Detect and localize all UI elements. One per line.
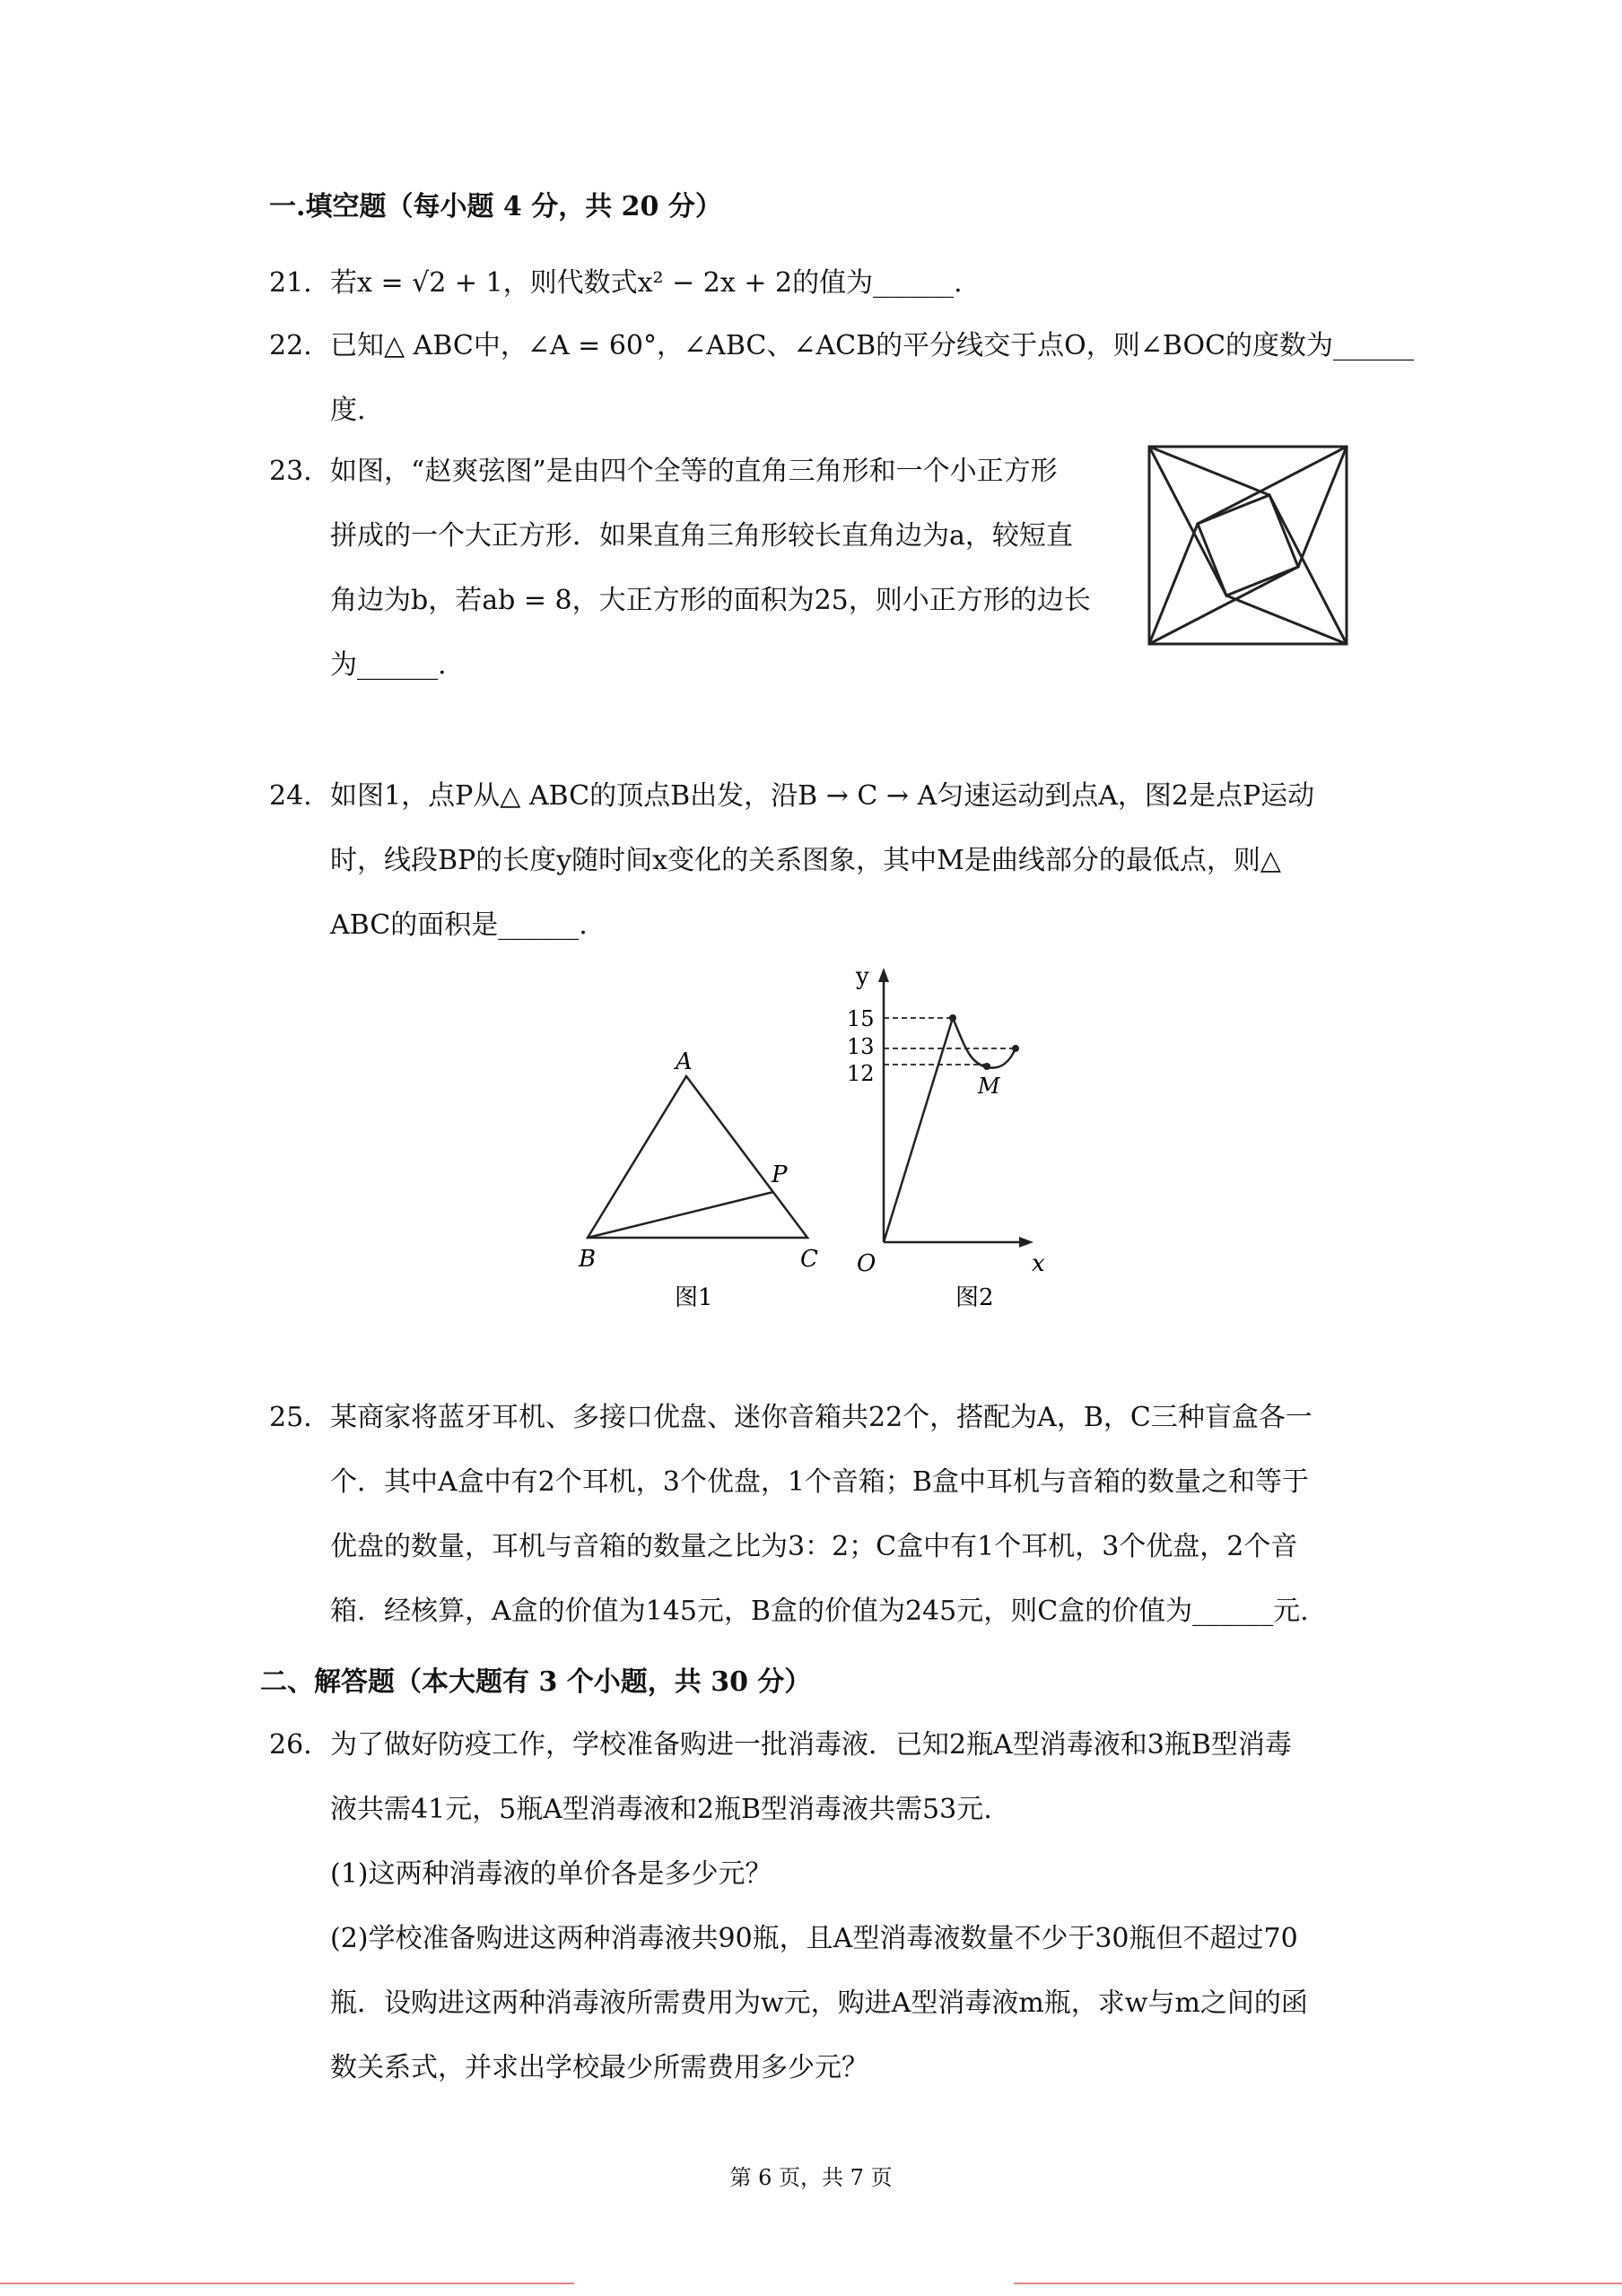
curve-segment: [953, 1018, 1016, 1068]
question-text: 箱．经核算，A盒的价值为145元，B盒的价值为245元，则C盒的价值为______元.: [330, 1596, 1309, 1627]
label-a: A: [676, 1048, 693, 1075]
question-part-2: 瓶．设购进这两种消毒液所需费用为w元，购进A型消毒液m瓶，求w与m之间的函: [330, 1987, 1308, 2019]
label-y: y: [856, 963, 869, 990]
small-square: [1198, 495, 1298, 596]
question-text: 如图，“赵爽弦图”是由四个全等的直角三角形和一个小正方形: [330, 456, 1058, 487]
question-part-2: (2)学校准备购进这两种消毒液共90瓶，且A型消毒液数量不少于30瓶但不超过70: [330, 1923, 1298, 1954]
label-c: C: [800, 1246, 818, 1273]
question-26: [269, 1713, 1373, 2100]
triangle-abc: [588, 1076, 807, 1238]
segment-bp: [588, 1192, 773, 1238]
question-22: [269, 314, 1415, 443]
point-m: [983, 1063, 990, 1070]
figure-2-graph: [843, 955, 1068, 1327]
figure-caption: 图2: [955, 1284, 994, 1311]
question-number: 22.: [269, 330, 312, 361]
triangle-4-side: [1226, 596, 1347, 644]
question-text: 优盘的数量，耳机与音箱的数量之比为3：2；C盒中有1个耳机，3个优盘，2个音: [330, 1531, 1298, 1562]
scan-edge-line: [0, 2283, 574, 2284]
section-title-answer: 二、解答题（本大题有 3 个小题，共 30 分）: [260, 1666, 812, 1698]
big-square: [1149, 447, 1347, 644]
label-p: P: [772, 1161, 788, 1188]
question-text: 拼成的一个大正方形．如果直角三角形较长直角边为a，较短直: [330, 520, 1073, 552]
end-point: [1012, 1045, 1019, 1052]
triangle-2: [1149, 447, 1347, 644]
question-text: 液共需41元，5瓶A型消毒液和2瓶B型消毒液共需53元.: [330, 1794, 992, 1825]
question-number: 24.: [269, 780, 312, 812]
question-24: [269, 764, 1373, 958]
label-m: M: [978, 1074, 1000, 1099]
page-footer: 第 6 页，共 7 页: [729, 2165, 893, 2190]
question-text: ABC的面积是______.: [330, 909, 588, 941]
question-text: 个．其中A盒中有2个耳机，3个优盘，1个音箱；B盒中耳机与音箱的数量之和等于: [330, 1466, 1309, 1498]
label-x: x: [1032, 1250, 1045, 1277]
x-axis-arrow: [1019, 1237, 1033, 1248]
question-text: 度.: [330, 395, 366, 426]
question-number: 23.: [269, 456, 312, 487]
question-number: 26.: [269, 1729, 312, 1761]
section-title-fill-in: 一.填空题（每小题 4 分，共 20 分）: [269, 191, 722, 222]
triangle-5-side: [1198, 447, 1347, 524]
question-text: 某商家将蓝牙耳机、多接口优盘、迷你音箱共22个，搭配为A，B，C三种盲盒各一: [330, 1402, 1312, 1433]
figure-1-triangle: [574, 1040, 834, 1327]
triangle-6-side: [1149, 524, 1198, 644]
question-23: [269, 439, 1130, 698]
label-o: O: [857, 1250, 876, 1277]
question-part-1: (1)这两种消毒液的单价各是多少元？: [330, 1858, 772, 1890]
tick-12: 12: [847, 1061, 875, 1086]
triangle-3-side: [1149, 447, 1226, 596]
question-text: 如图1，点P从△ ABC的顶点B出发，沿B → C → A匀速运动到点A，图2是点P运动: [330, 780, 1315, 812]
peak-point: [949, 1014, 956, 1022]
zhao-shuang-figure: [1147, 444, 1349, 647]
triangle-1: [1149, 447, 1347, 644]
tick-13: 13: [847, 1034, 875, 1059]
question-text: 为______.: [330, 649, 447, 681]
y-axis-arrow: [878, 968, 889, 982]
question-number: 25.: [269, 1402, 312, 1433]
question-part-2: 数关系式，并求出学校最少所需费用多少元？: [330, 2052, 868, 2083]
tick-15: 15: [847, 1006, 875, 1031]
question-text: 角边为b，若ab = 8，大正方形的面积为25，则小正方形的边长: [330, 585, 1091, 616]
figure-caption: 图1: [675, 1284, 713, 1311]
question-text: 时，线段BP的长度y随时间x变化的关系图象，其中M是曲线部分的最低点，则△: [330, 845, 1281, 876]
scan-edge-line: [1014, 2283, 1622, 2284]
question-text: 为了做好防疫工作，学校准备购进一批消毒液．已知2瓶A型消毒液和3瓶B型消毒: [330, 1729, 1292, 1761]
question-25: [269, 1386, 1373, 1644]
question-text: 已知△ ABC中，∠A = 60°，∠ABC、∠ACB的平分线交于点O，则∠BOC的度数为______: [330, 330, 1415, 361]
label-b: B: [579, 1246, 597, 1273]
question-21: [269, 251, 1373, 316]
linear-segment: [884, 1018, 953, 1242]
question-text: 若x = √2 + 1，则代数式x² − 2x + 2的值为______.: [330, 267, 963, 299]
question-number: 21.: [269, 267, 312, 299]
